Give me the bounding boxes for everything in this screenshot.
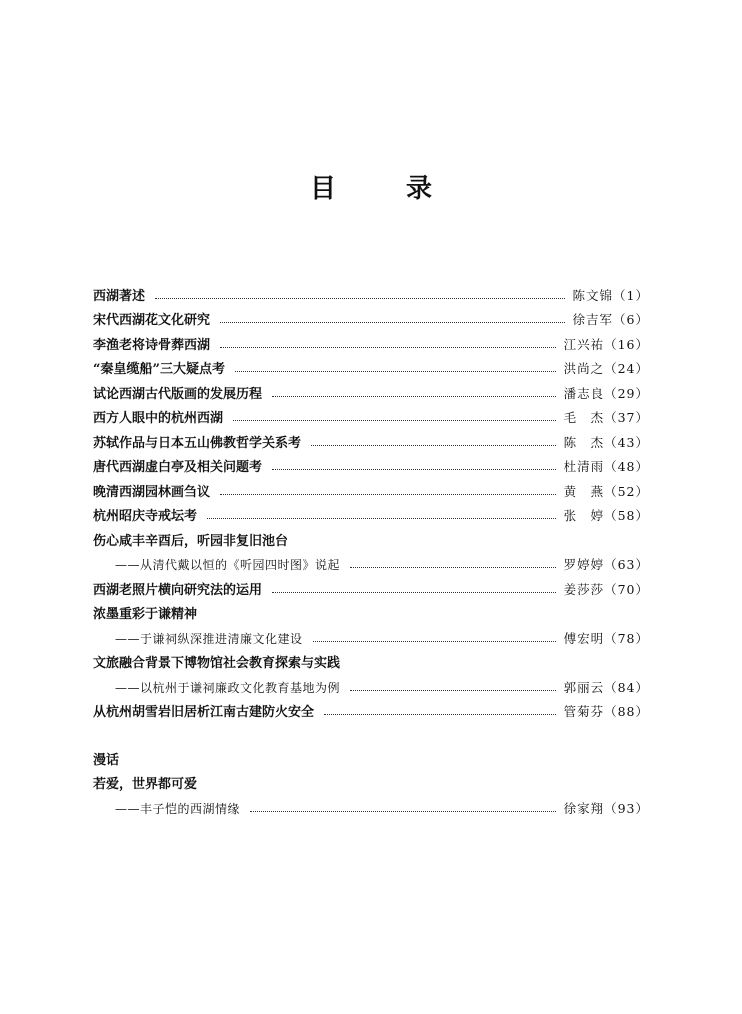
toc-subtitle-row xyxy=(93,671,649,696)
toc-entry-title: 试论西湖古代版画的发展历程 xyxy=(93,386,263,402)
dot-leader xyxy=(324,714,556,715)
toc-main-entries xyxy=(93,279,649,720)
toc-entry-title: 浓墨重彩于谦精神 xyxy=(93,607,198,622)
toc-entry-author-page: 陈 杰（43） xyxy=(563,434,649,450)
table-of-contents xyxy=(93,279,649,817)
page-title: 目 录 xyxy=(309,174,454,204)
dot-leader xyxy=(311,445,556,446)
toc-subtitle: ——以杭州于谦祠廉政文化教育基地为例 xyxy=(115,680,341,695)
toc-entry-row xyxy=(93,451,649,476)
toc-entry-title: 西湖著述 xyxy=(93,288,146,304)
toc-entry-author-page: 陈文锦（1） xyxy=(572,287,649,303)
toc-entry-row xyxy=(93,426,649,451)
toc-entry-author-page: 罗婷婷（63） xyxy=(563,557,649,572)
toc-entry-author-page: 潘志良（29） xyxy=(563,385,649,401)
dot-leader xyxy=(313,641,556,642)
toc-entry-row xyxy=(93,500,649,525)
dot-leader xyxy=(350,567,556,568)
section-label: 漫话 xyxy=(93,752,120,768)
toc-entry-title: 伤心咸丰辛酉后，听园非复旧池台 xyxy=(93,533,289,549)
toc-entry-author-page: 毛 杰（37） xyxy=(563,410,649,425)
dot-leader xyxy=(272,592,556,593)
toc-entry-row xyxy=(93,328,649,353)
toc-entry-row xyxy=(93,696,649,721)
dot-leader xyxy=(235,371,556,372)
dot-leader xyxy=(272,396,556,397)
toc-entry-row xyxy=(93,279,649,304)
toc-entry-title: 杭州昭庆寺戒坛考 xyxy=(93,509,198,524)
toc-entry-row xyxy=(93,647,649,672)
toc-entry-author-page: 郭丽云（84） xyxy=(563,679,649,695)
toc-entry-title: 西方人眼中的杭州西湖 xyxy=(93,411,224,426)
toc-subtitle: ——丰子恺的西湖情缘 xyxy=(115,801,241,816)
toc-entry-author-page: 徐家翔（93） xyxy=(563,800,649,816)
toc-entry-row xyxy=(93,304,649,329)
section-gap xyxy=(93,720,649,743)
dot-leader xyxy=(155,298,565,299)
toc-entry-author-page: 傅宏明（78） xyxy=(563,630,649,646)
toc-subtitle-row xyxy=(93,622,649,647)
toc-entry-title: 从杭州胡雪岩旧居析江南古建防火安全 xyxy=(93,705,315,720)
toc-subtitle-row xyxy=(93,792,649,817)
toc-entry-row xyxy=(93,524,649,549)
toc-entry-title: 文旅融合背景下博物馆社会教育探索与实践 xyxy=(93,656,341,671)
toc-entry-row xyxy=(93,353,649,378)
toc-entry-row xyxy=(93,768,649,793)
toc-entry-author-page: 张 婷（58） xyxy=(563,508,649,523)
toc-entry-author-page: 黄 燕（52） xyxy=(563,483,649,499)
dot-leader xyxy=(272,469,556,470)
toc-subtitle: ——于谦祠纵深推进清廉文化建设 xyxy=(115,631,303,646)
toc-subtitle-row xyxy=(93,549,649,574)
toc-entry-author-page: 管菊芬（88） xyxy=(563,704,649,719)
toc-entry-author-page: 杜清雨（48） xyxy=(563,459,649,474)
dot-leader xyxy=(220,347,556,348)
dot-leader xyxy=(207,518,556,519)
toc-entry-row xyxy=(93,598,649,623)
dot-leader xyxy=(220,322,565,323)
toc-entry-author-page: 江兴祐（16） xyxy=(563,336,649,352)
toc-entry-title: 宋代西湖花文化研究 xyxy=(93,313,211,328)
toc-entry-title: 晚清西湖园林画刍议 xyxy=(93,484,211,500)
toc-entry-row xyxy=(93,573,649,598)
toc-subtitle: ——从清代戴以恒的《听园四时图》说起 xyxy=(115,558,341,572)
toc-entry-author-page: 姜莎莎（70） xyxy=(563,581,649,597)
toc-entry-title: 唐代西湖虚白亭及相关问题考 xyxy=(93,460,263,475)
toc-entry-author-page: 洪尚之（24） xyxy=(563,361,649,376)
toc-entry-title: 苏轼作品与日本五山佛教哲学关系考 xyxy=(93,435,302,451)
toc-section-entries xyxy=(93,768,649,817)
toc-entry-row xyxy=(93,475,649,500)
toc-entry-row xyxy=(93,377,649,402)
dot-leader xyxy=(233,420,556,421)
toc-entry-title: “秦皇缆船”三大疑点考 xyxy=(93,362,225,377)
dot-leader xyxy=(220,494,556,495)
toc-entry-title: 西湖老照片横向研究法的运用 xyxy=(93,582,263,598)
toc-entry-title: 若爱，世界都可爱 xyxy=(93,777,198,792)
toc-entry-title: 李渔老将诗骨葬西湖 xyxy=(93,337,211,353)
dot-leader xyxy=(250,811,556,812)
toc-entry-row xyxy=(93,402,649,427)
dot-leader xyxy=(350,690,556,691)
toc-entry-author-page: 徐吉军（6） xyxy=(572,312,649,327)
